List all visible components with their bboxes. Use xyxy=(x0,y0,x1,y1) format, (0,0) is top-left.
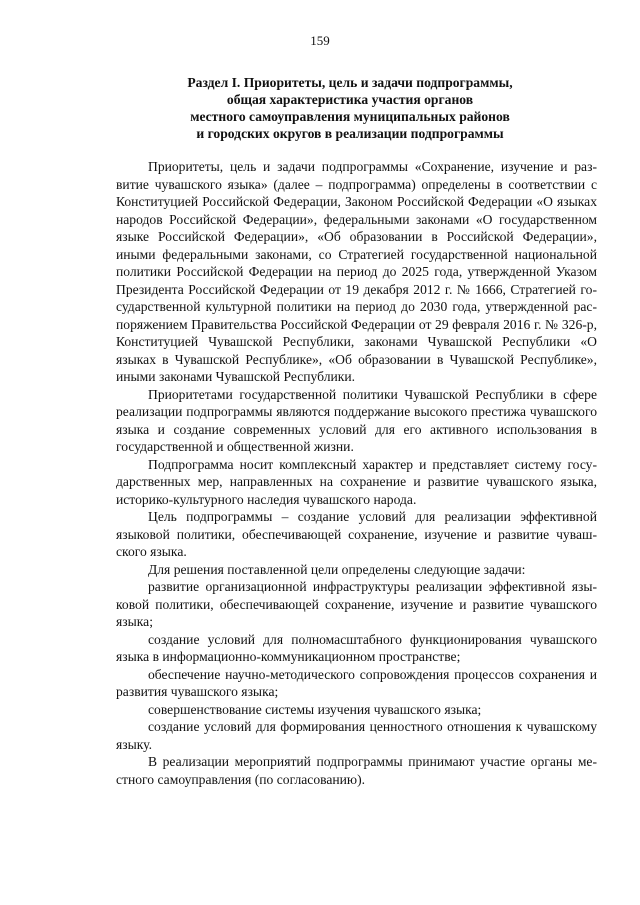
paragraph-tasks-intro: Для решения поставленной цели определены следующие задачи: xyxy=(148,561,526,577)
section-heading-line: Раздел I. Приоритеты, цель и задачи подпрограммы, xyxy=(187,75,513,90)
page-number: 159 xyxy=(310,33,330,48)
task-item: создание условий для полномасштабного функционирования чувашского языка в информационно-коммуникационном пространстве; xyxy=(116,631,597,664)
task-item: совершенствование системы изучения чувашского языка; xyxy=(148,701,482,717)
paragraph-goal: Цель подпрограммы – создание условий для реализации эффективной языковой политики, обеспечивающей сохранение, изучение и развитие чувашского языка. xyxy=(116,509,597,559)
section-heading-line: местного самоуправления муниципальных районов xyxy=(190,109,510,124)
section-heading-line: и городских округов в реализации подпрограммы xyxy=(196,126,504,141)
task-item: создание условий для формирования ценностного отношения к чувашскому языку. xyxy=(116,719,597,752)
paragraph-complex-character: Подпрограмма носит комплексный характер и представляет систему государственных мер, направленных на сохранение и развитие чувашского языка, историко-культурного наследия чувашского народа. xyxy=(116,456,597,507)
body-text xyxy=(116,158,597,788)
task-item: развитие организационной инфраструктуры реализации эффективной языковой политики, обеспечивающей сохранение, изучение и развитие чувашского языка; xyxy=(116,579,597,629)
section-heading xyxy=(100,74,600,142)
paragraph-policy-priorities: Приоритетами государственной политики Чувашской Республики в сфере реализации подпрограммы являются поддержание высокого престижа чувашского языка и создание современных условий для его активного использования в государственной и общественной жизни. xyxy=(116,386,597,454)
task-item: обеспечение научно-методического сопровождения процессов сохранения и развития чувашского языка; xyxy=(116,666,597,699)
paragraph-priorities: Приоритеты, цель и задачи подпрограммы «Сохранение, изучение и развитие чувашского языка» (далее – подпрограмма) определены в соответствии с Конституцией Российской Федерации, Законом Российской Федерации «О языках народов Российской Федерации», федеральными законами «О государственном языке Российской Федерации», «Об образовании в Российской Федерации», иными федеральными законами, со Стратегией государственной национальной политики Российской Федерации на период до 2025 года, утвержденной Указом Президента Российской Федерации от 19 декабря 2012 г. № 1666, Стратегией государственной культурной политики на период до 2030 года, утвержденной распоряжением Правительства Российской Федерации от 29 февраля 2016 г. № 326-р, Конституцией Чувашской Республики, законами Чувашской Республики «О языках в Чувашской Республике», «Об образовании в Чувашской Республике», иными законами Чувашской Республики. xyxy=(116,159,597,384)
paragraph-local-government: В реализации мероприятий подпрограммы принимают участие органы местного самоуправления (по согласованию). xyxy=(116,754,597,787)
section-heading-line: общая характеристика участия органов xyxy=(226,92,474,107)
